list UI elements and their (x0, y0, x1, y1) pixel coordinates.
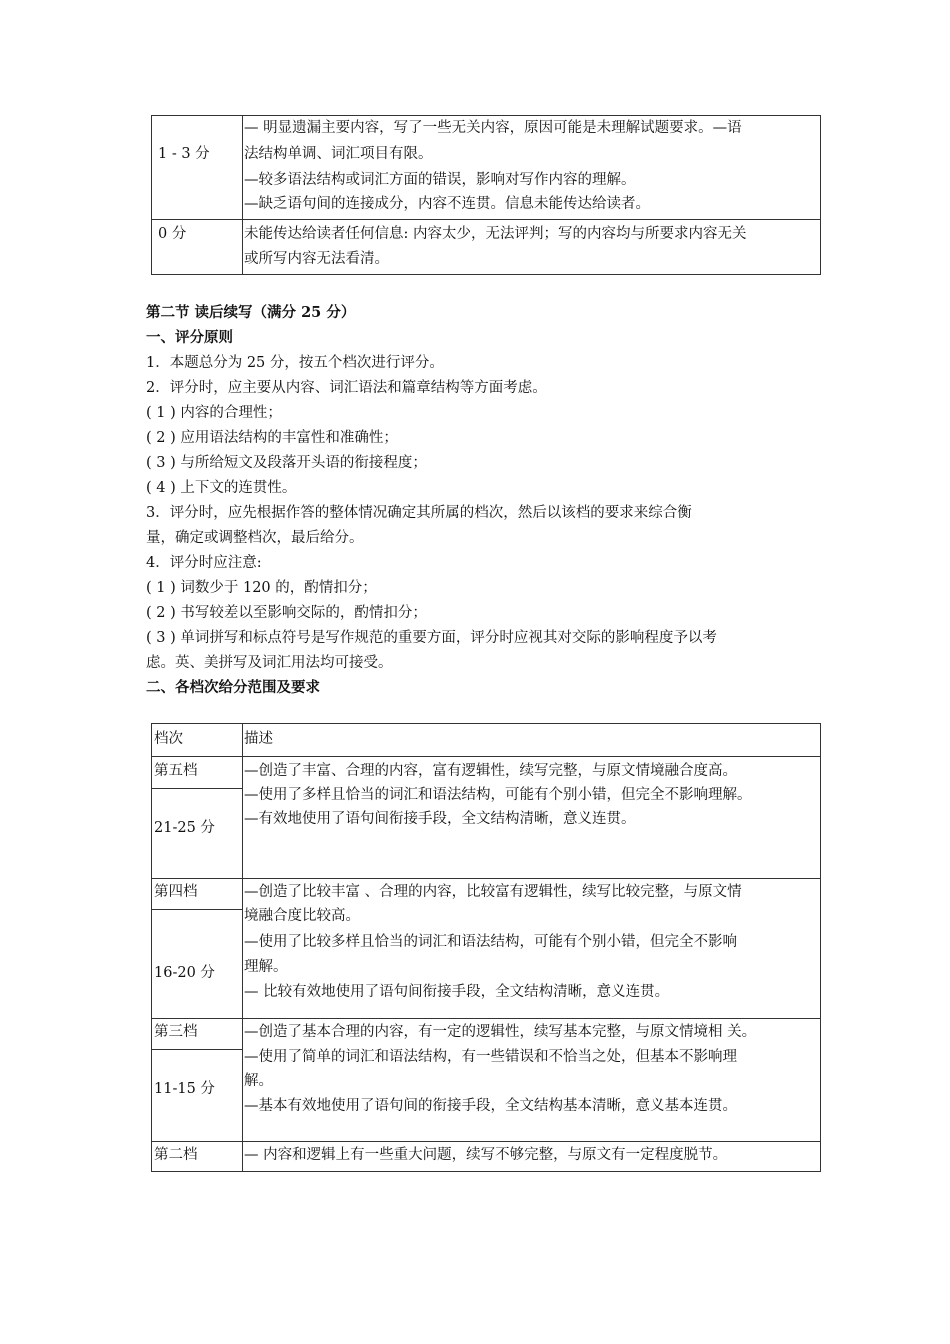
description-line: —基本有效地使用了语句间的衔接手段，全文结构基本清晰，意义基本连贯。 (244, 1098, 737, 1114)
table-divider (152, 1141, 820, 1142)
paragraph-line: 量，确定或调整档次，最后给分。 (146, 530, 364, 546)
paragraph-line: ( 2 ) 应用语法结构的丰富性和准确性； (146, 430, 398, 446)
paragraph-line: 4．评分时应注意: (146, 555, 262, 571)
description-line: 未能传达给读者任何信息: 内容太少，无法评判；写的内容均与所要求内容无关 (244, 226, 747, 242)
section-title: 第二节 读后续写（满分 25 分） (146, 304, 356, 321)
table-divider (152, 909, 242, 910)
paragraph-line: 1．本题总分为 25 分，按五个档次进行评分。 (146, 355, 444, 371)
description-line: —创造了丰富、合理的内容，富有逻辑性，续写完整，与原文情境融合度高。 (244, 763, 737, 779)
band-range: 11-15 分 (154, 1081, 215, 1097)
band-level: 第四档 (154, 884, 198, 900)
paragraph-line: ( 4 ) 上下文的连贯性。 (146, 480, 297, 496)
score-table-top (151, 115, 821, 275)
description-line: —较多语法结构或词汇方面的错误，影响对写作内容的理解。 (244, 172, 636, 188)
description-line: —使用了多样且恰当的词汇和语法结构，可能有个别小错，但完全不影响理解。 (244, 787, 752, 803)
description-line: —有效地使用了语句间衔接手段，全文结构清晰，意义连贯。 (244, 811, 636, 827)
description-line: 理解。 (244, 959, 288, 975)
table-divider (242, 116, 243, 274)
paragraph-line: 2．评分时，应主要从内容、词汇语法和篇章结构等方面考虑。 (146, 380, 547, 396)
description-line: — 比较有效地使用了语句间衔接手段，全文结构清晰，意义连贯。 (244, 984, 670, 1000)
description-line: —缺乏语句间的连接成分，内容不连贯。信息未能传达给读者。 (244, 196, 650, 212)
paragraph-line: ( 1 ) 词数少于 120 的，酌情扣分； (146, 580, 377, 596)
paragraph-line: ( 1 ) 内容的合理性； (146, 405, 282, 421)
table-divider (242, 724, 243, 1171)
description-line: — 明显遗漏主要内容，写了一些无关内容，原因可能是未理解试题要求。—语 (244, 120, 742, 136)
description-line: —使用了简单的词汇和语法结构，有一些错误和不恰当之处，但基本不影响理 (244, 1049, 737, 1065)
band-level: 第三档 (154, 1024, 198, 1040)
paragraph-line: ( 3 ) 与所给短文及段落开头语的衔接程度； (146, 455, 427, 471)
band-level: 第二档 (154, 1147, 198, 1163)
description-line: 解。 (244, 1073, 273, 1089)
band-range: 21-25 分 (154, 820, 215, 836)
paragraph-line: ( 2 ) 书写较差以至影响交际的，酌情扣分； (146, 605, 427, 621)
table-divider (152, 219, 820, 220)
description-line: —使用了比较多样且恰当的词汇和语法结构，可能有个别小错，但完全不影响 (244, 934, 737, 950)
paragraph-line: ( 3 ) 单词拼写和标点符号是写作规范的重要方面，评分时应视其对交际的影响程度予以考 (146, 630, 717, 646)
band-level: 第五档 (154, 763, 198, 779)
table-divider (152, 788, 242, 789)
description-line: 境融合度比较高。 (244, 908, 360, 924)
score-cell: 0 分 (158, 226, 187, 242)
band-range: 16-20 分 (154, 965, 215, 981)
description-line: 法结构单调、词汇项目有限。 (244, 146, 433, 162)
description-line: — 内容和逻辑上有一些重大问题，续写不够完整，与原文有一定程度脱节。 (244, 1147, 728, 1163)
description-line: 或所写内容无法看清。 (244, 251, 389, 267)
table-divider (152, 1018, 820, 1019)
score-cell: 1 - 3 分 (158, 146, 210, 162)
paragraph-line: 虑。英、美拼写及词汇用法均可接受。 (146, 655, 393, 671)
table-divider (152, 1049, 242, 1050)
heading-principles: 一、评分原则 (146, 329, 233, 346)
header-level: 档次 (154, 731, 183, 747)
table-divider (152, 756, 820, 757)
grade-table (151, 723, 821, 1172)
paragraph-line: 3．评分时，应先根据作答的整体情况确定其所属的档次，然后以该档的要求来综合衡 (146, 505, 692, 521)
description-line: —创造了基本合理的内容，有一定的逻辑性，续写基本完整，与原文情境相 关。 (244, 1024, 757, 1040)
table-divider (152, 878, 820, 879)
heading-bands: 二、各档次给分范围及要求 (146, 679, 320, 696)
header-description: 描述 (244, 731, 273, 747)
description-line: —创造了比较丰富 、合理的内容，比较富有逻辑性，续写比较完整，与原文情 (244, 884, 742, 900)
